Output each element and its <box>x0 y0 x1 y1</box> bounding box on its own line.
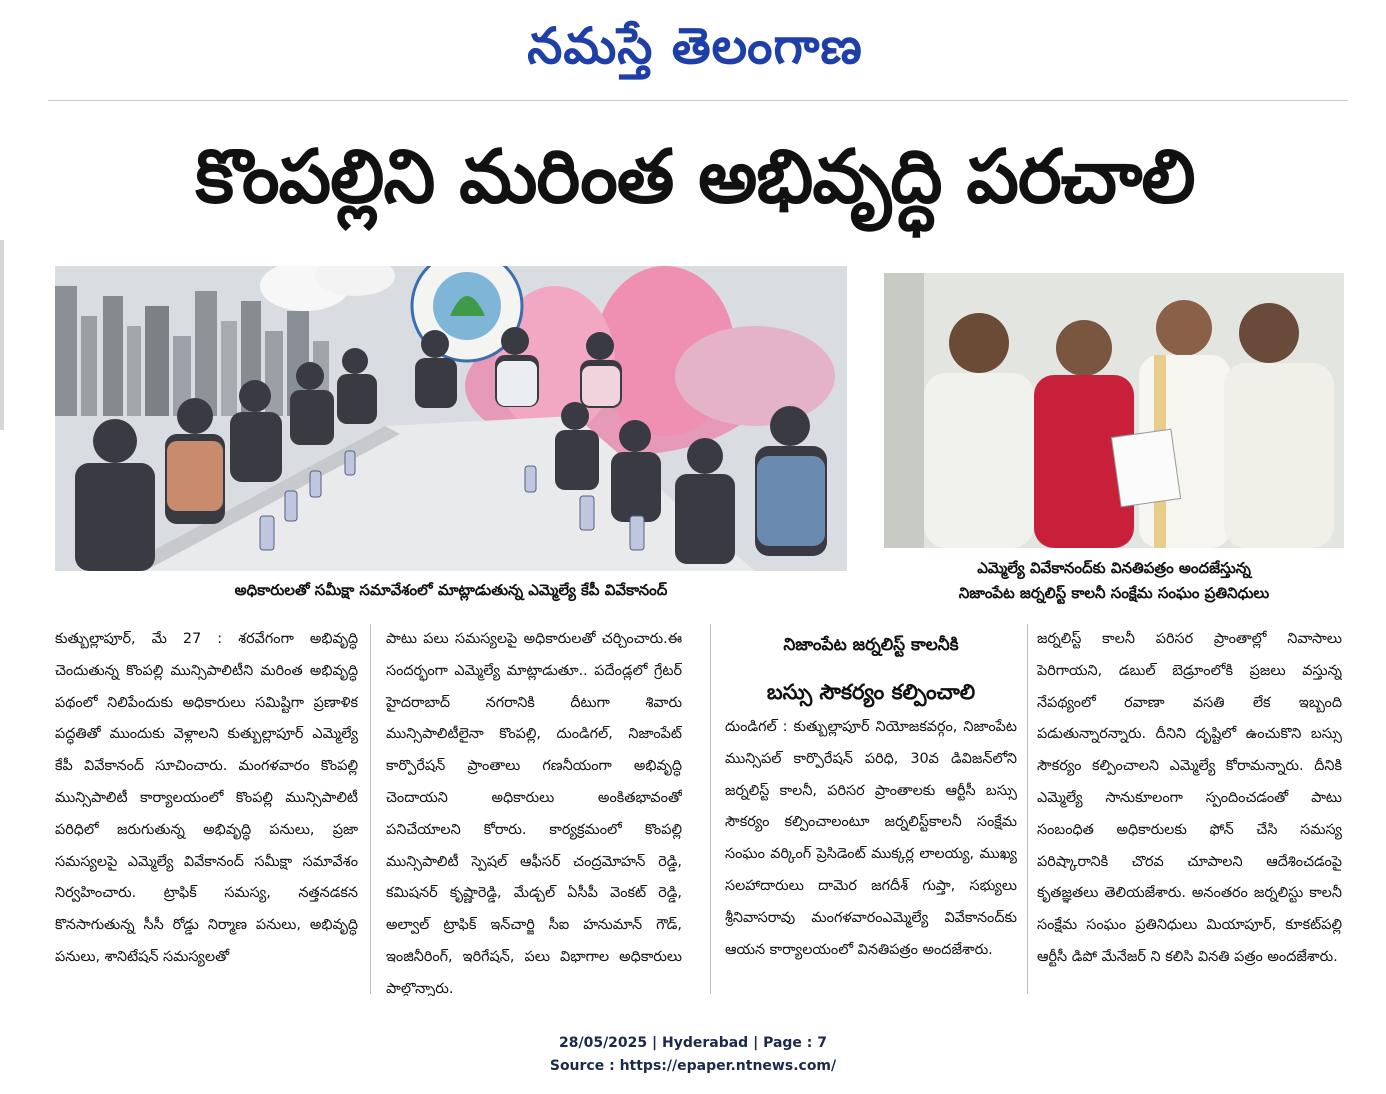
meeting-photo <box>55 266 847 571</box>
newspaper-masthead: నమస్తే తెలంగాణ <box>527 16 863 75</box>
memorandum-caption-line-1: ఎమ్మెల్యే వివేకానంద్‌కు వినతిపత్రం అందజేస్తున్న <box>977 559 1251 577</box>
source-link[interactable]: Source : https://epaper.ntnews.com/ <box>549 1058 837 1074</box>
article2-headline: బస్సు సౌకర్యం కల్పించాలి <box>766 680 976 704</box>
meeting-photo-illustration <box>55 266 847 571</box>
column-divider <box>710 624 711 994</box>
memorandum-photo-illustration <box>884 273 1344 548</box>
column-divider <box>370 624 371 994</box>
memorandum-caption-line-2: నిజాంపేట జర్నలిస్ట్ కాలనీ సంక్షేమ సంఘం ప్రతినిధులు <box>958 584 1270 602</box>
article2-column-1: దుండిగల్ : కుత్బుల్లాపూర్ నియోజకవర్గం, నిజాంపేట మున్సిపల్ కార్పొరేషన్ పరిధి, 30వ డివిజన్‌లోని జర్నలిస్ట్ కాలనీ, పరిసర ప్రాంతాలకు ఆర్టీసీ బస్సు సౌకర్యం కల్పించాలంటూ జర్నలిస్ట్‌కాలనీ సంక్షేమ సంఘం వర్కింగ్ ప్రెసిడెంట్ ముక్కర్ల లాలయ్య, ముఖ్య సలహాదారులు దామెర జగదీశ్ గుప్తా, సభ్యులు శ్రీనివాసరావు మంగళవారంఎమ్మెల్యే వివేకానంద్‌కు ఆయన కార్యాలయంలో వినతిపత్రం అందజేశారు. <box>725 719 1017 958</box>
memorandum-photo <box>884 273 1344 548</box>
page-edge-mark <box>0 240 4 430</box>
masthead-divider <box>48 100 1348 101</box>
article1-column-1: కుత్బుల్లాపూర్, మే 27 : శరవేగంగా అభివృద్ధి చెందుతున్న కొంపల్లి మున్సిపాలిటీని మరింత అభివృద్ధి పథంలో నిలిపేందుకు అధికారులు సమిష్టిగా ప్రణాళిక పద్ధతితో ముందుకు వెళ్లాలని కుత్బుల్లాపూర్ ఎమ్మెల్యే కేపీ వివేకానంద్ సూచించారు. మంగళవారం కొంపల్లి మున్సిపాలిటీ కార్యాలయంలో కొంపల్లి మున్సిపాలిటీ పరిధిలో జరుగుతున్న అభివృద్ధి పనులు, ప్రజా సమస్యలపై ఎమ్మెల్యే వివేకానంద్ సమీక్షా సమావేశం నిర్వహించారు. ట్రాఫిక్ సమస్య, నత్తనడకన కొనసాగుతున్న సీసీ రోడ్డు నిర్మాణ పనులు, అభివృద్ధి పనులు, శానిటేషన్ సమస్యలతో <box>55 631 358 965</box>
article2-kicker: నిజాంపేట జర్నలిస్ట్ కాలనీకి <box>783 635 959 655</box>
article2-column-2: జర్నలిస్ట్ కాలనీ పరిసర ప్రాంతాల్లో నివాసాలు పెరిగాయని, డబుల్ బెడ్రూంలోకి ప్రజలు వస్తున్న నేపథ్యంలో రవాణా వసతి లేక ఇబ్బంది పడుతున్నారన్నారు. దీనిని దృష్టిలో ఉంచుకొని బస్సు సౌకర్యం కల్పించాలని ఎమ్మెల్యే కోరామన్నారు. దీనికి ఎమ్మెల్యే సానుకూలంగా స్పందించడంతో పాటు సంబంధిత అధికారులకు ఫోన్ చేసి సమస్య పరిష్కారానికి చొరవ చూపాలని ఆదేశించడంపై కృతజ్ఞతలు తెలియజేశారు. అనంతరం జర్నలిస్టు కాలనీ సంక్షేమ సంఘం ప్రతినిధులు మియాపూర్, కూకట్‌పల్లి ఆర్టీసీ డిపో మేనేజర్ ని కలిసి వినతి పత్రం అందజేశారు. <box>1037 631 1342 965</box>
article1-column-2: పాటు పలు సమస్యలపై అధికారులతో చర్చించారు.ఈ సందర్భంగా ఎమ్మెల్యే మాట్లాడుతూ.. పదేండ్లలో గ్రేటర్ హైదరాబాద్ నగరానికి దీటుగా శివారు మున్సిపాలిటీలైనా కొంపల్లి, దుండిగల్, నిజాంపేట్ కార్పొరేషన్ ప్రాంతాలు గణనీయంగా అభివృద్ధి చెందాయని అధికారులు అంకితభావంతో పనిచేయాలని కోరారు. కార్యక్రమంలో కొంపల్లి మున్సిపాలిటీ స్పెషల్ ఆఫీసర్ చంద్రమోహన్ రెడ్డి, కమిషనర్ కృష్ణారెడ్డి, మేడ్చల్ ఏసీపీ వెంకట్ రెడ్డి, అల్వాల్ ట్రాఫిక్ ఇన్‌చార్జి సీఐ హనుమాన్ గౌడ్, ఇంజినీరింగ్, ఇరిగేషన్, పలు విభాగాల అధికారులు పాల్గొన్నారు. <box>386 631 682 996</box>
main-headline: కొంపల్లిని మరింత అభివృద్ధి పరచాలి <box>195 134 1195 220</box>
edition-info: 28/05/2025 | Hyderabad | Page : 7 <box>558 1035 828 1051</box>
column-divider <box>1027 624 1028 994</box>
memorandum-photo-caption <box>884 556 1344 606</box>
meeting-photo-caption: అధికారులతో సమీక్షా సమావేశంలో మాట్లాడుతున్న ఎమ్మెల్యే కేపీ వివేకానంద్ <box>234 581 668 599</box>
